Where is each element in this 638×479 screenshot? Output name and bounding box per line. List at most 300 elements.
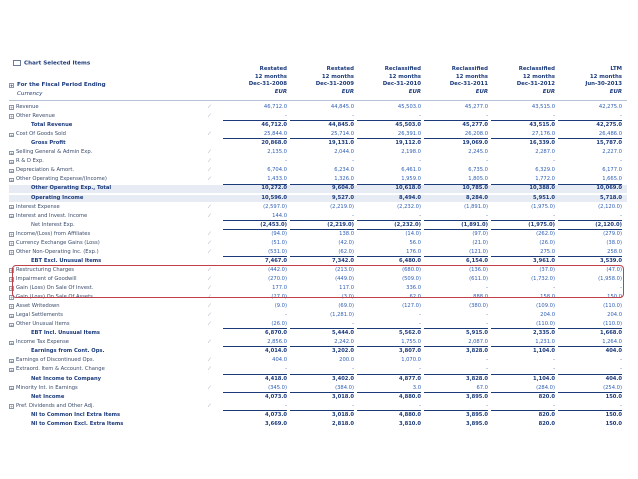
formula-icon[interactable]: ⁄ (209, 304, 210, 310)
formula-icon[interactable]: ⁄ (209, 367, 210, 373)
row-label: Other Unusual Items (16, 321, 70, 328)
expand-toggle-icon[interactable]: + (10, 277, 14, 283)
value-cell[interactable]: 1,959.0 (357, 176, 421, 184)
value-cell[interactable]: 4,073.0 (265, 393, 287, 400)
expand-toggle-icon[interactable]: + (10, 232, 14, 238)
value-cell[interactable]: 27,176.0 (491, 131, 555, 139)
expand-toggle-icon[interactable]: + (10, 367, 14, 373)
value-cell[interactable]: - (424, 366, 488, 374)
expand-toggle-icon[interactable]: + (10, 322, 14, 328)
value-cell[interactable]: 15,787.0 (596, 140, 622, 147)
value-cell[interactable]: 1,433.0 (223, 176, 287, 184)
value-cell[interactable]: 10,272.0 (261, 185, 287, 192)
value-cell[interactable]: - (290, 403, 354, 411)
value-cell[interactable]: 3,539.0 (600, 257, 622, 264)
column-period: 12 months (522, 73, 555, 80)
value-cell[interactable]: 46,712.0 (263, 104, 287, 110)
formula-icon[interactable]: ⁄ (209, 150, 210, 156)
value-cell[interactable]: 158.0 (540, 294, 555, 301)
formula-icon[interactable]: ⁄ (209, 276, 210, 282)
value-cell[interactable]: 62.0 (409, 294, 421, 301)
value-cell[interactable]: - (558, 113, 622, 121)
value-cell[interactable]: - (553, 158, 555, 165)
formula-icon[interactable]: ⁄ (209, 313, 210, 319)
table-header (9, 61, 627, 107)
value-cell[interactable]: 204.0 (540, 312, 555, 319)
row-label: Gain (Loss) On Sale Of Invest. (16, 285, 94, 291)
value-cell[interactable]: - (620, 357, 622, 364)
value-cell[interactable]: - (290, 321, 354, 329)
expand-toggle-icon[interactable]: + (10, 241, 14, 247)
expand-toggle-icon[interactable]: + (10, 313, 14, 319)
value-cell[interactable]: (345.0) (223, 385, 287, 393)
expand-toggle-icon[interactable]: + (10, 114, 14, 120)
value-cell[interactable]: (94.0) (271, 230, 287, 237)
value-cell[interactable]: 2,335.0 (533, 330, 555, 337)
value-cell[interactable]: 10,596.0 (261, 194, 287, 201)
chart-selected-items-link[interactable] (13, 60, 90, 67)
value-cell[interactable]: 44,845.0 (328, 122, 354, 129)
value-cell[interactable]: - (491, 403, 555, 411)
value-cell[interactable]: (1,732.0) (531, 275, 555, 282)
table-row (9, 204, 627, 211)
value-cell[interactable]: - (285, 158, 287, 165)
value-cell[interactable]: - (491, 366, 555, 374)
table-row (9, 122, 627, 129)
value-cell[interactable]: 820.0 (538, 411, 555, 418)
value-cell[interactable]: 4,880.0 (399, 411, 421, 418)
formula-icon[interactable]: ⁄ (209, 295, 210, 301)
value-cell[interactable]: 42,275.0 (596, 122, 622, 129)
value-cell[interactable]: 45,277.0 (462, 122, 488, 129)
value-cell[interactable]: 2,287.0 (535, 149, 555, 156)
value-cell[interactable]: 6,177.0 (602, 167, 622, 174)
value-cell[interactable]: 6,154.0 (466, 257, 488, 264)
row-label: Income Tax Expense (16, 339, 69, 346)
value-cell[interactable]: - (419, 312, 421, 319)
value-cell[interactable]: 10,785.0 (462, 185, 488, 192)
value-cell[interactable]: (262.0) (536, 230, 555, 237)
value-cell[interactable]: 3,669.0 (265, 420, 287, 427)
formula-icon[interactable]: ⁄ (209, 240, 210, 246)
value-cell[interactable]: 200.0 (339, 357, 354, 364)
value-cell[interactable]: 2,242.0 (290, 339, 354, 347)
value-cell[interactable]: - (357, 403, 421, 411)
value-cell[interactable]: 2,135.0 (267, 149, 287, 156)
value-cell[interactable]: 820.0 (538, 393, 555, 400)
expand-toggle-icon[interactable]: + (10, 204, 14, 210)
value-cell[interactable]: 8,494.0 (399, 194, 421, 201)
value-cell[interactable]: 1,326.0 (290, 176, 354, 184)
value-cell[interactable]: - (486, 158, 488, 165)
value-cell[interactable]: - (352, 158, 354, 165)
value-cell[interactable]: (27.0) (271, 294, 287, 301)
value-cell[interactable]: 2,227.0 (602, 149, 622, 156)
expand-toggle-icon[interactable]: + (10, 105, 14, 111)
value-cell[interactable]: 1,755.0 (357, 339, 421, 347)
value-cell[interactable]: 2,044.0 (334, 149, 354, 156)
value-cell[interactable]: 176.0 (357, 249, 421, 257)
value-cell[interactable]: 8,284.0 (466, 194, 488, 201)
value-cell[interactable]: (1,891.0) (464, 203, 488, 210)
value-cell[interactable]: 3,018.0 (332, 393, 354, 400)
value-cell[interactable]: 26,486.0 (558, 131, 622, 139)
value-cell[interactable]: 42,275.0 (598, 104, 622, 110)
value-cell[interactable]: (1,891.0) (424, 222, 488, 230)
value-cell[interactable]: - (290, 366, 354, 374)
value-cell[interactable]: 10,069.0 (596, 185, 622, 192)
value-cell[interactable]: 404.0 (605, 375, 622, 382)
expand-toggle-icon[interactable]: + (10, 358, 14, 364)
value-cell[interactable]: - (357, 113, 421, 121)
value-cell[interactable]: - (553, 357, 555, 364)
value-cell[interactable]: (2,120.0) (558, 222, 622, 230)
value-cell[interactable]: (2,597.0) (263, 203, 287, 210)
table-row (9, 131, 627, 138)
expand-toggle-icon[interactable]: + (10, 340, 14, 346)
value-cell[interactable]: 1,665.0 (558, 176, 622, 184)
value-cell[interactable]: (254.0) (558, 385, 622, 393)
value-cell[interactable]: (1,281.0) (330, 312, 354, 319)
value-cell[interactable]: 138.0 (339, 230, 354, 237)
value-cell[interactable]: 204.0 (607, 312, 622, 319)
value-cell[interactable]: - (620, 285, 622, 291)
value-cell[interactable]: 144.0 (223, 213, 287, 221)
value-cell[interactable]: (2,120.0) (598, 203, 622, 210)
value-cell[interactable]: 150.0 (605, 411, 622, 418)
formula-icon[interactable]: ⁄ (209, 340, 210, 346)
value-cell[interactable]: 177.0 (272, 285, 287, 291)
row-label: R & D Exp. (16, 158, 44, 165)
value-cell[interactable]: 5,951.0 (533, 194, 555, 201)
value-cell[interactable]: 1,772.0 (491, 176, 555, 184)
net-interest-highlight-box (12, 265, 624, 298)
value-cell[interactable]: 19,069.0 (462, 140, 488, 147)
value-cell[interactable]: 5,444.0 (332, 330, 354, 337)
value-cell[interactable]: 3,810.0 (399, 420, 421, 427)
value-cell[interactable]: - (357, 366, 421, 374)
value-cell[interactable]: 4,877.0 (399, 375, 421, 382)
value-cell[interactable]: (442.0) (268, 266, 287, 273)
value-cell[interactable]: 3,828.0 (466, 375, 488, 382)
value-cell[interactable]: - (424, 113, 488, 121)
value-cell[interactable]: 20,868.0 (261, 140, 287, 147)
value-cell[interactable]: (3.0) (341, 294, 354, 301)
value-cell[interactable]: 45,277.0 (464, 104, 488, 110)
value-cell[interactable]: (47.0) (606, 266, 622, 273)
value-cell[interactable]: - (357, 321, 421, 329)
value-cell[interactable]: 336.0 (406, 285, 421, 291)
row-label: Net Income (31, 393, 65, 400)
expand-toggle-icon[interactable]: + (10, 385, 14, 391)
column-currency: EUR (341, 88, 354, 95)
expand-toggle-icon[interactable]: + (10, 250, 14, 256)
value-cell[interactable]: 25,714.0 (290, 131, 354, 139)
value-cell[interactable]: - (558, 213, 622, 221)
value-cell[interactable]: 2,856.0 (223, 339, 287, 347)
table-row (9, 394, 627, 401)
value-cell[interactable]: - (486, 285, 488, 291)
value-cell[interactable]: (2,219.0) (330, 203, 354, 210)
value-cell[interactable]: - (290, 213, 354, 221)
value-cell[interactable]: (136.0) (469, 266, 488, 273)
value-cell[interactable]: - (424, 321, 488, 329)
value-cell[interactable]: 6,234.0 (334, 167, 354, 174)
value-cell[interactable]: (2,232.0) (397, 203, 421, 210)
value-cell[interactable]: (37.0) (539, 266, 555, 273)
value-cell[interactable]: 6,480.0 (399, 257, 421, 264)
value-cell[interactable]: 26,208.0 (424, 131, 488, 139)
value-cell[interactable]: 4,880.0 (399, 393, 421, 400)
row-label: Minority Int. in Earnings (16, 384, 78, 391)
value-cell[interactable]: (680.0) (402, 266, 421, 273)
value-cell[interactable]: 3,895.0 (466, 420, 488, 427)
value-cell[interactable]: 43,515.0 (529, 122, 555, 129)
value-cell[interactable]: (449.0) (335, 275, 354, 282)
table-row (9, 403, 627, 410)
value-cell[interactable]: 258.0 (558, 249, 622, 257)
value-cell[interactable]: 45,503.0 (395, 122, 421, 129)
value-cell[interactable]: 26,391.0 (357, 131, 421, 139)
value-cell[interactable]: (509.0) (402, 275, 421, 282)
value-cell[interactable]: (110.0) (491, 321, 555, 329)
value-cell[interactable]: (26.0) (539, 239, 555, 246)
value-cell[interactable]: (62.0) (290, 249, 354, 257)
value-cell[interactable]: (38.0) (606, 239, 622, 246)
value-cell[interactable]: (279.0) (603, 230, 622, 237)
value-cell[interactable]: 150.0 (607, 294, 622, 301)
value-cell[interactable]: 3.0 (357, 385, 421, 393)
formula-icon[interactable]: ⁄ (209, 105, 210, 110)
value-cell[interactable]: (384.0) (290, 385, 354, 393)
value-cell[interactable]: - (553, 285, 555, 291)
value-cell[interactable]: 46,712.0 (261, 122, 287, 129)
row-label: Selling General & Admin Exp. (16, 149, 93, 156)
table-row (9, 195, 627, 202)
value-cell[interactable]: 9,527.0 (332, 194, 354, 201)
formula-icon[interactable]: ⁄ (209, 403, 210, 409)
value-cell[interactable]: 3,018.0 (332, 411, 354, 418)
formula-icon[interactable]: ⁄ (209, 177, 210, 183)
expand-toggle-icon[interactable]: + (10, 404, 14, 410)
value-cell[interactable]: 6,704.0 (267, 167, 287, 174)
value-cell[interactable]: (2,219.0) (290, 222, 354, 230)
value-cell[interactable]: - (486, 312, 488, 319)
value-cell[interactable]: (69.0) (338, 303, 354, 310)
value-cell[interactable]: 275.0 (491, 249, 555, 257)
value-cell[interactable]: (270.0) (268, 275, 287, 282)
value-cell[interactable]: 4,418.0 (265, 375, 287, 382)
formula-icon[interactable]: ⁄ (209, 385, 210, 391)
value-cell[interactable]: 1,668.0 (600, 330, 622, 337)
value-cell[interactable]: (380.0) (469, 303, 488, 310)
value-cell[interactable]: (1,975.0) (531, 203, 555, 210)
value-cell[interactable]: 10,618.0 (395, 185, 421, 192)
value-cell[interactable]: (97.0) (472, 230, 488, 237)
row-label: Extraord. Item & Account. Change (16, 366, 105, 373)
value-cell[interactable]: 3,807.0 (399, 348, 421, 355)
value-cell[interactable]: 3,895.0 (466, 393, 488, 400)
formula-icon[interactable]: ⁄ (209, 204, 210, 210)
expand-toggle-icon[interactable]: + (10, 150, 14, 156)
value-cell[interactable]: (14.0) (405, 230, 421, 237)
value-cell[interactable]: 19,112.0 (395, 140, 421, 147)
value-cell[interactable]: - (223, 113, 287, 121)
value-cell[interactable]: 7,467.0 (265, 257, 287, 264)
value-cell[interactable]: 44,845.0 (330, 104, 354, 110)
value-cell[interactable]: 6,329.0 (535, 167, 555, 174)
column-header-2 (290, 66, 354, 96)
expand-toggle-icon[interactable]: + (10, 286, 14, 292)
value-cell[interactable]: (121.0) (424, 249, 488, 257)
value-cell[interactable]: 2,245.0 (468, 149, 488, 156)
table-row (9, 376, 627, 383)
value-cell[interactable]: - (223, 403, 287, 411)
value-cell[interactable]: (213.0) (335, 266, 354, 273)
value-cell[interactable]: 56.0 (409, 239, 421, 246)
expand-toggle-icon[interactable]: + (10, 268, 14, 274)
value-cell[interactable]: (21.0) (472, 239, 488, 246)
expand-toggle-icon[interactable]: + (10, 159, 14, 165)
value-cell[interactable]: (1,958.0) (598, 275, 622, 282)
formula-icon[interactable]: ⁄ (209, 159, 210, 165)
formula-icon[interactable]: ⁄ (209, 358, 210, 364)
value-cell[interactable]: 7,342.0 (332, 257, 354, 264)
formula-icon[interactable]: ⁄ (209, 267, 210, 273)
value-cell[interactable]: 2,818.0 (332, 420, 354, 427)
value-cell[interactable]: (284.0) (491, 385, 555, 393)
value-cell[interactable]: 1,264.0 (558, 339, 622, 347)
value-cell[interactable]: (2,453.0) (223, 222, 287, 230)
formula-icon[interactable]: ⁄ (209, 249, 210, 255)
expand-toggle-icon[interactable]: + (10, 177, 14, 183)
value-cell[interactable]: - (491, 113, 555, 121)
value-cell[interactable]: - (285, 312, 287, 319)
value-cell[interactable]: (26.0) (223, 321, 287, 329)
value-cell[interactable]: - (558, 403, 622, 411)
value-cell[interactable]: 1,231.0 (491, 339, 555, 347)
value-cell[interactable]: (109.0) (536, 303, 555, 310)
column-status: Reclassified (384, 66, 421, 72)
value-cell[interactable]: - (424, 213, 488, 221)
expand-toggle-icon[interactable]: + (10, 304, 14, 310)
value-cell[interactable]: 45,503.0 (397, 104, 421, 110)
value-cell[interactable]: 25,844.0 (223, 131, 287, 139)
formula-icon[interactable]: ⁄ (209, 213, 210, 219)
value-cell[interactable]: 4,073.0 (265, 411, 287, 418)
value-cell[interactable]: 150.0 (605, 420, 622, 427)
formula-icon[interactable]: ⁄ (209, 231, 210, 237)
value-cell[interactable]: - (357, 213, 421, 221)
table-row (9, 312, 627, 319)
value-cell[interactable]: 6,461.0 (401, 167, 421, 174)
column-status: Reclassified (451, 66, 488, 72)
expand-toggle-icon[interactable]: + (10, 83, 14, 88)
value-cell[interactable]: 67.0 (424, 385, 488, 393)
value-cell[interactable]: (2,232.0) (357, 222, 421, 230)
column-currency: EUR (542, 88, 555, 95)
value-cell[interactable]: 2,087.0 (424, 339, 488, 347)
value-cell[interactable]: (110.0) (558, 321, 622, 329)
value-cell[interactable]: 3,961.0 (533, 257, 555, 264)
expand-toggle-icon[interactable]: + (10, 295, 14, 301)
value-cell[interactable]: (611.0) (469, 275, 488, 282)
row-label: Other Operating Exp., Total (31, 185, 112, 192)
value-cell[interactable]: 5,915.0 (466, 330, 488, 337)
value-cell[interactable]: 2,198.0 (401, 149, 421, 156)
value-cell[interactable]: 9,604.0 (332, 185, 354, 192)
value-cell[interactable]: 3,402.0 (332, 375, 354, 382)
formula-icon[interactable]: ⁄ (209, 114, 210, 120)
value-cell[interactable]: (51.0) (271, 239, 287, 246)
column-header-1 (223, 66, 287, 96)
value-cell[interactable]: 1,104.0 (533, 375, 555, 382)
formula-icon[interactable]: ⁄ (209, 168, 210, 174)
income-statement-panel (9, 61, 627, 446)
value-cell[interactable]: - (424, 403, 488, 411)
value-cell[interactable]: (531.0) (223, 249, 287, 257)
value-cell[interactable]: (127.0) (402, 303, 421, 310)
row-label: Total Revenue (31, 122, 73, 129)
value-cell[interactable]: 16,339.0 (529, 140, 555, 147)
expand-toggle-icon[interactable]: + (10, 168, 14, 174)
expand-toggle-icon[interactable]: + (10, 132, 14, 138)
value-cell[interactable]: 19,131.0 (328, 140, 354, 147)
value-cell[interactable]: 6,735.0 (468, 167, 488, 174)
expand-toggle-icon[interactable]: + (10, 213, 14, 219)
formula-icon[interactable]: ⁄ (209, 286, 210, 291)
value-cell[interactable]: (42.0) (338, 239, 354, 246)
row-label: Revenue (16, 104, 39, 110)
value-cell[interactable]: 1,805.0 (424, 176, 488, 184)
value-cell[interactable]: 150.0 (605, 393, 622, 400)
value-cell[interactable]: 404.0 (272, 357, 287, 364)
column-currency: EUR (408, 88, 421, 95)
formula-icon[interactable]: ⁄ (209, 322, 210, 328)
value-cell[interactable]: 4,014.0 (265, 348, 287, 355)
value-cell[interactable]: 5,562.0 (399, 330, 421, 337)
table-row (9, 249, 627, 256)
value-cell[interactable]: - (223, 366, 287, 374)
table-row (9, 385, 627, 392)
value-cell[interactable]: 3,828.0 (466, 348, 488, 355)
value-cell[interactable]: 404.0 (605, 348, 622, 355)
value-cell[interactable]: - (491, 213, 555, 221)
value-cell[interactable]: 1,104.0 (533, 348, 555, 355)
value-cell[interactable]: 10,388.0 (529, 185, 555, 192)
formula-icon[interactable]: ⁄ (209, 132, 210, 138)
value-cell[interactable]: 3,202.0 (332, 348, 354, 355)
value-cell[interactable]: (1,975.0) (491, 222, 555, 230)
value-cell[interactable]: 820.0 (538, 420, 555, 427)
value-cell[interactable]: - (486, 357, 488, 364)
value-cell[interactable]: (110.0) (603, 303, 622, 310)
value-cell[interactable]: - (620, 158, 622, 165)
value-cell[interactable]: 6,870.0 (265, 330, 287, 337)
value-cell[interactable]: 5,718.0 (600, 194, 622, 201)
value-cell[interactable]: 888.0 (473, 294, 488, 301)
value-cell[interactable]: 117.0 (339, 285, 354, 291)
value-cell[interactable]: 3,895.0 (466, 411, 488, 418)
value-cell[interactable]: - (558, 366, 622, 374)
value-cell[interactable]: 43,515.0 (531, 104, 555, 110)
row-label: EBT Incl. Unusual Items (31, 330, 100, 337)
value-cell[interactable]: 1,070.0 (401, 357, 421, 364)
row-label: Depreciation & Amort. (16, 167, 75, 174)
value-cell[interactable]: (9.0) (274, 303, 287, 310)
value-cell[interactable]: - (290, 113, 354, 121)
value-cell[interactable]: - (419, 158, 421, 165)
